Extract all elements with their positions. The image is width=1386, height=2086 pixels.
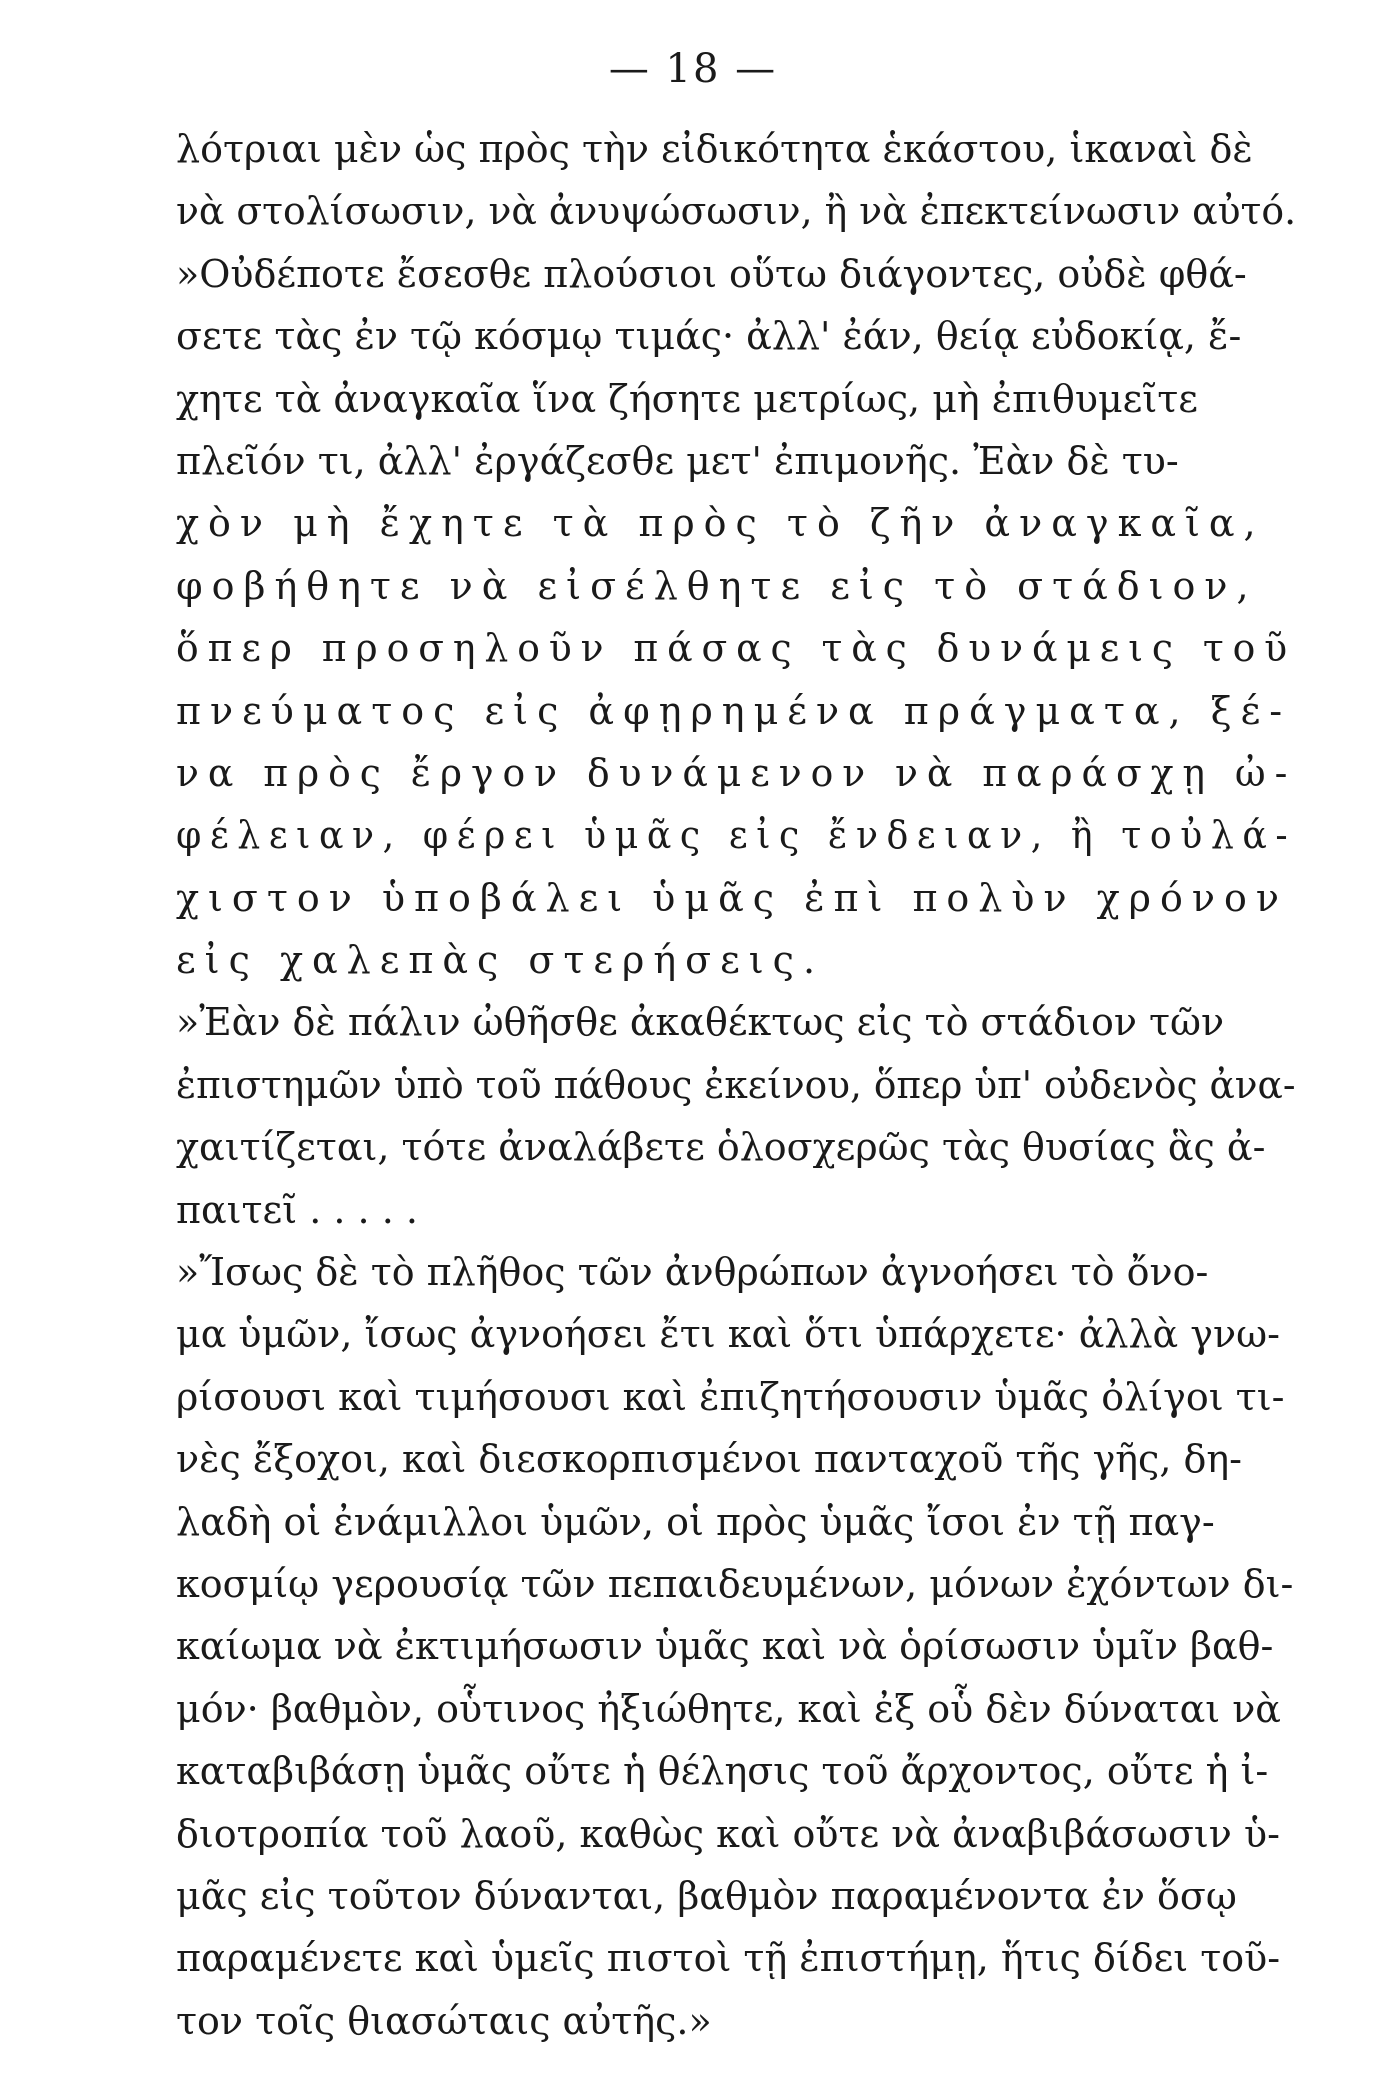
text-line: φοβήθητε νὰ εἰσέλθητε εἰς τὸ στάδιον, — [176, 563, 1258, 608]
text-line: νὲς ἔξοχοι, καὶ διεσκορπισμένοι πανταχοῦ τῆς γῆς, δη- — [176, 1437, 1242, 1482]
text-line: χητε τὰ ἀναγκαῖα ἵνα ζήσητε μετρίως, μὴ ἐπιθυμεῖτε — [176, 376, 1198, 421]
text-line: χιστον ὑποβάλει ὑμᾶς ἐπὶ πολὺν χρόνον — [176, 875, 1288, 920]
text-line: πνεύματος εἰς ἀφῃρημένα πράγματα, ξέ- — [176, 688, 1292, 733]
text-line: χὸν μὴ ἔχητε τὰ πρὸς τὸ ζῆν ἀναγκαῖα, — [176, 501, 1265, 546]
text-line: λαδὴ οἱ ἐνάμιλλοι ὑμῶν, οἱ πρὸς ὑμᾶς ἴσοι ἐν τῇ παγ- — [176, 1499, 1215, 1544]
page-number: — 18 — — [608, 46, 778, 92]
text-line: πλεῖόν τι, ἀλλ' ἐργάζεσθε μετ' ἐπιμονῆς. Ἐὰν δὲ τυ- — [176, 438, 1179, 483]
text-line: μόν· βαθμὸν, οὗτινος ἠξιώθητε, καὶ ἐξ οὗ δὲν δύναται νὰ — [176, 1686, 1281, 1731]
text-line: καίωμα νὰ ἐκτιμήσωσιν ὑμᾶς καὶ νὰ ὁρίσωσιν ὑμῖν βαθ- — [176, 1624, 1274, 1669]
text-line: μα ὑμῶν, ἴσως ἀγνοήσει ἔτι καὶ ὅτι ὑπάρχετε· ἀλλὰ γνω- — [176, 1312, 1280, 1357]
text-line: καταβιβάσῃ ὑμᾶς οὔτε ἡ θέλησις τοῦ ἄρχοντος, οὔτε ἡ ἰ- — [176, 1749, 1269, 1794]
text-line: διοτροπία τοῦ λαοῦ, καθὼς καὶ οὔτε νὰ ἀναβιβάσωσιν ὑ- — [176, 1811, 1280, 1856]
text-line: »Οὐδέποτε ἔσεσθε πλούσιοι οὕτω διάγοντες, οὐδὲ φθά- — [176, 251, 1247, 296]
text-line: εἰς χαλεπὰς στερήσεις. — [176, 938, 825, 983]
text-line: τον τοῖς θιασώταις αὐτῆς.» — [176, 1998, 712, 2043]
text-line: να πρὸς ἔργον δυνάμενον νὰ παράσχῃ ὠ- — [176, 750, 1297, 795]
text-line: »Ἐὰν δὲ πάλιν ὠθῆσθε ἀκαθέκτως εἰς τὸ στάδιον τῶν — [176, 1000, 1225, 1045]
text-line: ὅπερ προσηλοῦν πάσας τὰς δυνάμεις τοῦ — [176, 626, 1297, 671]
text-line: χαιτίζεται, τότε ἀναλάβετε ὁλοσχερῶς τὰς θυσίας ἃς ἀ- — [176, 1125, 1266, 1170]
text-line: παραμένετε καὶ ὑμεῖς πιστοὶ τῇ ἐπιστήμῃ, ἥτις δίδει τοῦ- — [176, 1936, 1281, 1981]
text-line: μᾶς εἰς τοῦτον δύνανται, βαθμὸν παραμένοντα ἐν ὅσῳ — [176, 1873, 1237, 1918]
text-line: »Ἴσως δὲ τὸ πλῆθος τῶν ἀνθρώπων ἀγνοήσει τὸ ὄνο- — [176, 1250, 1209, 1295]
text-line: ἐπιστημῶν ὑπὸ τοῦ πάθους ἐκείνου, ὅπερ ὑπ' οὐδενὸς ἀνα- — [176, 1062, 1296, 1107]
text-line: νὰ στολίσωσιν, νὰ ἀνυψώσωσιν, ἢ νὰ ἐπεκτείνωσιν αὐτό. — [176, 189, 1297, 234]
text-line: παιτεῖ . . . . . — [176, 1187, 418, 1232]
body-text — [176, 118, 1296, 2052]
text-line: σετε τὰς ἐν τῷ κόσμῳ τιμάς· ἀλλ' ἐάν, θείᾳ εὐδοκίᾳ, ἔ- — [176, 314, 1242, 359]
text-line: ρίσουσι καὶ τιμήσουσι καὶ ἐπιζητήσουσιν ὑμᾶς ὀλίγοι τι- — [176, 1374, 1285, 1419]
text-line: λότριαι μὲν ὡς πρὸς τὴν εἰδικότητα ἑκάστου, ἱκαναὶ δὲ — [176, 127, 1253, 171]
text-line: κοσμίῳ γερουσίᾳ τῶν πεπαιδευμένων, μόνων ἐχόντων δι- — [176, 1561, 1294, 1606]
text-line: φέλειαν, φέρει ὑμᾶς εἰς ἔνδειαν, ἢ τοὐλά- — [176, 813, 1297, 858]
